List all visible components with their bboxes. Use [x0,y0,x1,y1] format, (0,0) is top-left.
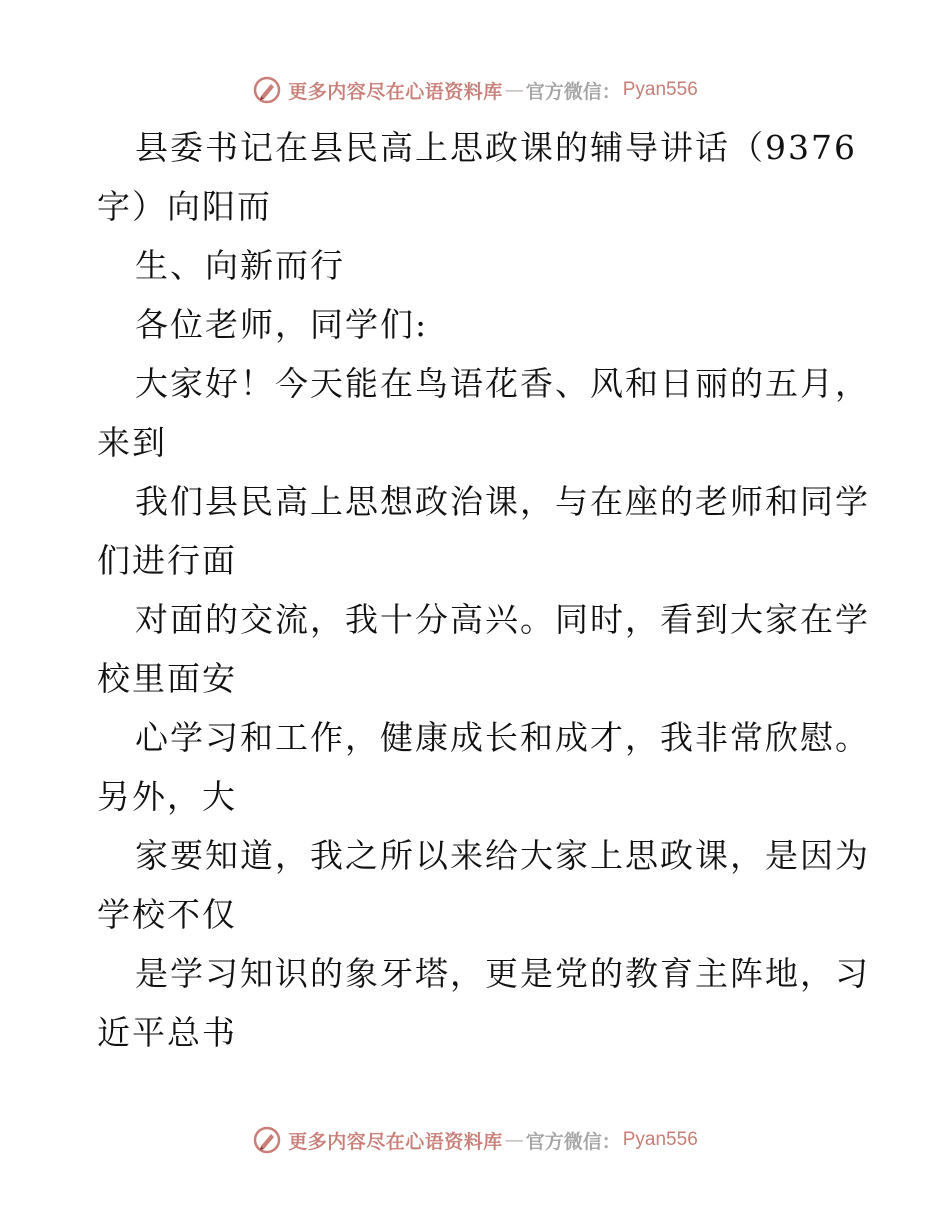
wechat-label: 官方微信： [525,80,621,103]
text-line: 各位老师，同学们: [135,305,429,344]
text-line: 我们县民高上思想政治课，与在座的老师和同学 [135,482,870,521]
footer-banner [0,1120,950,1160]
banner-separator: — [504,1129,524,1151]
site-name: 更多内容尽在心语资料库 [288,1130,503,1153]
text-line: 校里面安 [97,659,237,698]
text-line: 另外，大 [97,777,237,816]
text-line: 县委书记在县民高上思政课的辅导讲话（9376 [135,128,857,167]
wechat-id: Pyan556 [622,1129,698,1150]
wechat-label: 官方微信： [525,1130,621,1153]
banner-separator: — [504,79,524,101]
pen-logo-icon [252,1125,282,1155]
text-line: 字）向阳而 [97,187,272,226]
text-line: 是学习知识的象牙塔，更是党的教育主阵地，习 [135,954,870,993]
text-line: 学校不仅 [97,895,237,934]
document-body [97,118,870,1062]
text-line: 家要知道，我之所以来给大家上思政课，是因为 [135,836,870,875]
text-line: 对面的交流，我十分高兴。同时，看到大家在学 [135,600,870,639]
text-line: 们进行面 [97,541,237,580]
header-banner [0,70,950,110]
text-line: 心学习和工作，健康成长和成才，我非常欣慰。 [135,718,870,757]
text-line: 生、向新而行 [135,246,345,285]
text-line: 来到 [97,423,167,462]
pen-logo-icon [252,75,282,105]
site-name: 更多内容尽在心语资料库 [288,80,503,103]
wechat-id: Pyan556 [622,79,698,100]
text-line: 近平总书 [97,1013,237,1052]
text-line: 大家好！今天能在鸟语花香、风和日丽的五月， [135,364,870,403]
